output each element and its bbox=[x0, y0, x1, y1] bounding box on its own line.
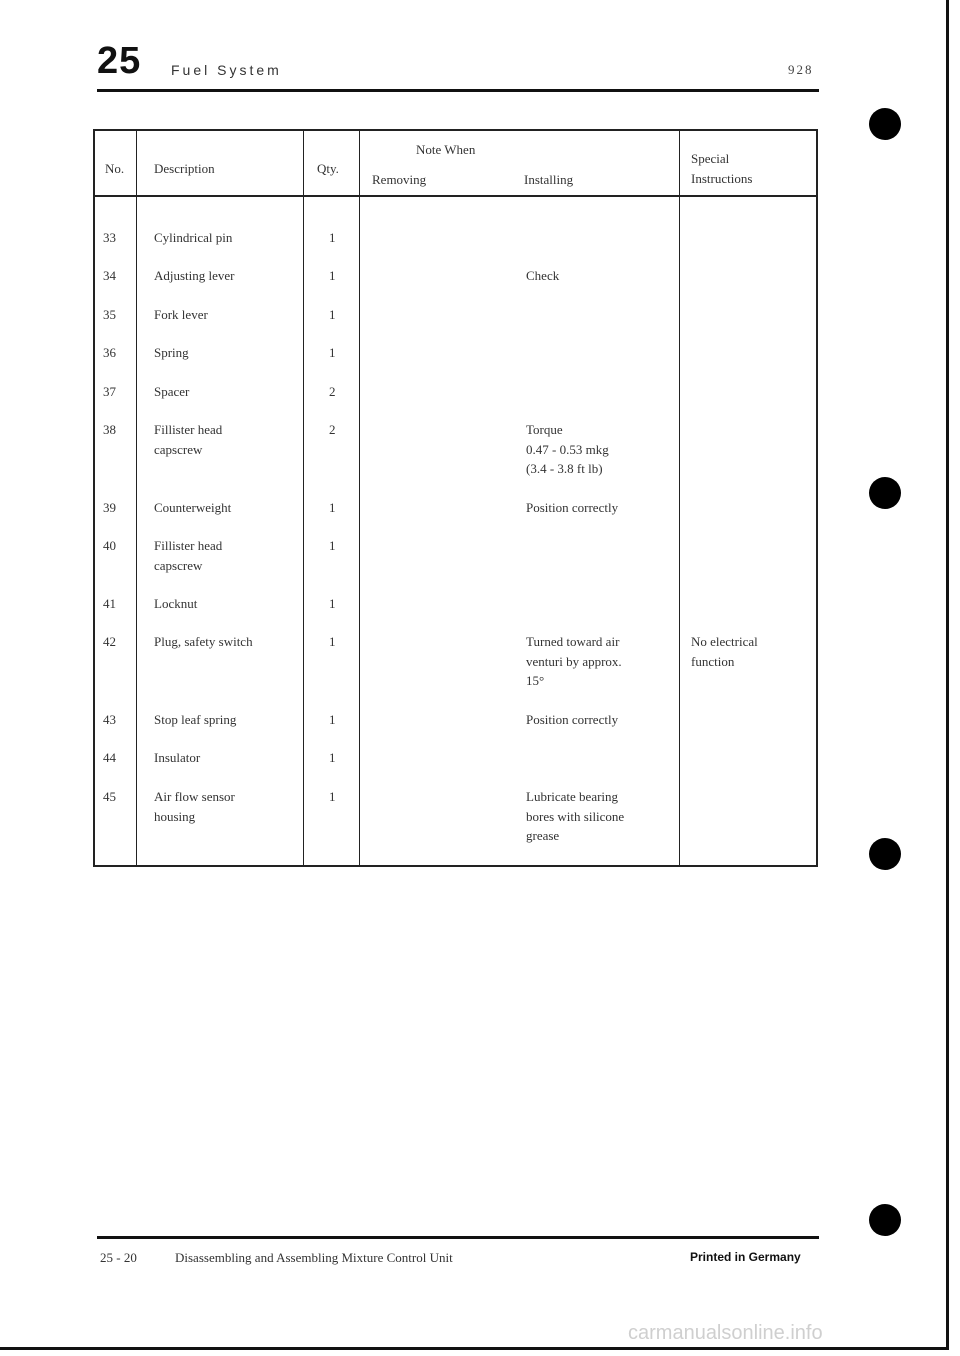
header-rule bbox=[97, 89, 819, 92]
cell-qty: 1 bbox=[329, 230, 336, 245]
cell-installing: Lubricate bearing bbox=[526, 789, 619, 804]
footer-title: Disassembling and Assembling Mixture Control Unit bbox=[175, 1250, 453, 1265]
cell-description: Adjusting lever bbox=[154, 268, 235, 283]
cell-qty: 2 bbox=[329, 384, 336, 399]
watermark: carmanualsonline.info bbox=[628, 1322, 823, 1344]
cell-description: Cylindrical pin bbox=[154, 230, 233, 245]
cell-installing: bores with silicone bbox=[526, 808, 625, 824]
cell-no: 41 bbox=[103, 596, 116, 611]
column-divider bbox=[679, 131, 680, 865]
header-description: Description bbox=[154, 161, 215, 176]
cell-installing: 0.47 - 0.53 mkg bbox=[526, 441, 609, 457]
cell-description: Stop leaf spring bbox=[154, 712, 237, 727]
cell-qty: 1 bbox=[329, 500, 336, 515]
cell-no: 43 bbox=[103, 712, 116, 727]
cell-installing: 15° bbox=[526, 673, 545, 688]
column-divider bbox=[303, 131, 304, 865]
page-edge-bottom bbox=[0, 1347, 949, 1350]
cell-no: 44 bbox=[103, 750, 116, 765]
binder-hole-icon bbox=[869, 838, 901, 870]
binder-hole-icon bbox=[869, 477, 901, 509]
page-number: 25 - 20 bbox=[100, 1250, 137, 1265]
header-special: Special bbox=[691, 151, 730, 166]
cell-description: Fork lever bbox=[154, 307, 208, 322]
cell-description: Air flow sensor bbox=[154, 789, 235, 804]
cell-no: 45 bbox=[103, 789, 116, 804]
cell-installing: Torque bbox=[526, 422, 563, 437]
cell-description: Plug, safety switch bbox=[154, 634, 253, 649]
cell-description: housing bbox=[154, 808, 196, 824]
cell-no: 42 bbox=[103, 634, 116, 649]
cell-description: Spring bbox=[154, 345, 189, 360]
cell-installing: Position correctly bbox=[526, 712, 619, 727]
header-qty: Qty. bbox=[317, 161, 339, 176]
cell-qty: 1 bbox=[329, 268, 336, 283]
cell-qty: 1 bbox=[329, 596, 336, 611]
cell-installing: Position correctly bbox=[526, 500, 619, 515]
cell-qty: 1 bbox=[329, 345, 336, 360]
cell-description: Fillister head bbox=[154, 422, 223, 437]
chapter-title: Fuel System bbox=[171, 62, 282, 78]
cell-no: 36 bbox=[103, 345, 116, 360]
cell-qty: 1 bbox=[329, 307, 336, 322]
page-edge-right bbox=[946, 0, 949, 1349]
cell-no: 38 bbox=[103, 422, 116, 437]
header-note-when: Note When bbox=[416, 142, 476, 157]
cell-description: Fillister head bbox=[154, 538, 223, 553]
printed-in-germany: Printed in Germany bbox=[690, 1250, 801, 1264]
cell-no: 37 bbox=[103, 384, 116, 399]
cell-description: Counterweight bbox=[154, 500, 232, 515]
footer-rule bbox=[97, 1236, 819, 1239]
chapter-number: 25 bbox=[97, 40, 142, 82]
cell-description: capscrew bbox=[154, 557, 203, 573]
header-installing: Installing bbox=[524, 172, 574, 187]
header-no: No. bbox=[105, 161, 125, 176]
cell-qty: 1 bbox=[329, 634, 336, 649]
column-divider bbox=[359, 131, 360, 865]
cell-installing: venturi by approx. bbox=[526, 653, 622, 669]
cell-no: 35 bbox=[103, 307, 116, 322]
cell-description: Spacer bbox=[154, 384, 190, 399]
cell-qty: 1 bbox=[329, 538, 336, 553]
cell-qty: 1 bbox=[329, 789, 336, 804]
cell-qty: 2 bbox=[329, 422, 336, 437]
cell-description: capscrew bbox=[154, 441, 203, 457]
header-instructions: Instructions bbox=[691, 171, 753, 186]
cell-no: 34 bbox=[103, 268, 116, 283]
column-divider bbox=[136, 131, 137, 865]
cell-description: Insulator bbox=[154, 750, 201, 765]
cell-description: Locknut bbox=[154, 596, 198, 611]
cell-no: 39 bbox=[103, 500, 116, 515]
cell-installing: grease bbox=[526, 828, 560, 843]
cell-qty: 1 bbox=[329, 750, 336, 765]
binder-hole-icon bbox=[869, 108, 901, 140]
cell-qty: 1 bbox=[329, 712, 336, 727]
header-removing: Removing bbox=[372, 172, 427, 187]
cell-special: No electrical bbox=[691, 634, 758, 649]
binder-hole-icon bbox=[869, 1204, 901, 1236]
parts-table bbox=[93, 129, 818, 867]
cell-no: 40 bbox=[103, 538, 116, 553]
model-number: 928 bbox=[788, 62, 814, 77]
cell-no: 33 bbox=[103, 230, 116, 245]
cell-installing: Turned toward air bbox=[526, 634, 620, 649]
cell-installing: (3.4 - 3.8 ft lb) bbox=[526, 461, 603, 476]
cell-special: function bbox=[691, 653, 735, 669]
header-divider bbox=[95, 195, 816, 197]
cell-installing: Check bbox=[526, 268, 560, 283]
